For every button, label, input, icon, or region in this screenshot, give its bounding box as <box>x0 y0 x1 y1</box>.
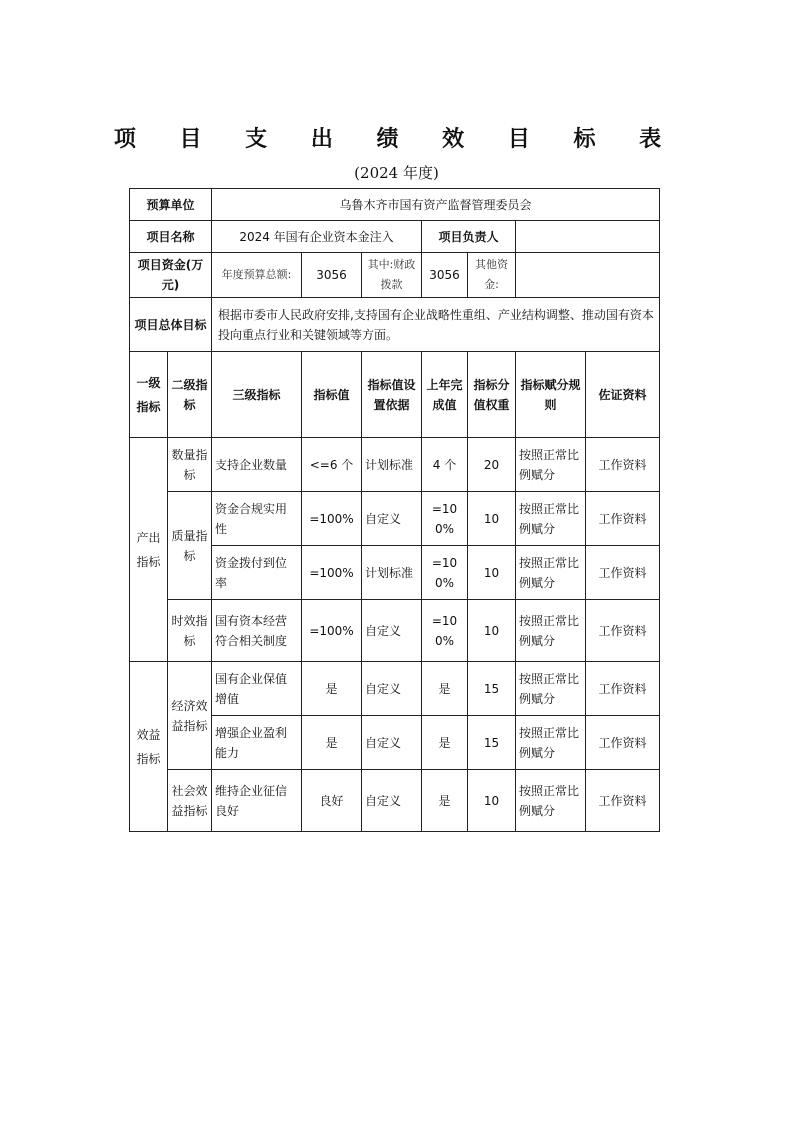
level2-cell: 经济效益指标 <box>168 662 212 770</box>
fiscal-label: 其中:财政拨款 <box>362 253 422 298</box>
weight-cell: 15 <box>468 662 516 716</box>
level3-cell: 国有资本经营符合相关制度 <box>212 600 302 662</box>
page-subtitle: (2024 年度) <box>354 164 439 182</box>
project-lead-value <box>516 221 660 253</box>
value-cell: =100% <box>302 546 362 600</box>
page-title: 项 目 支 出 绩 效 目 标 表 <box>113 127 680 152</box>
basis-cell: 自定义 <box>362 492 422 546</box>
level2-cell: 时效指标 <box>168 600 212 662</box>
basis-cell: 计划标准 <box>362 438 422 492</box>
basis-cell: 自定义 <box>362 770 422 832</box>
annual-budget-label: 年度预算总额: <box>212 253 302 298</box>
evidence-cell: 工作资料 <box>586 438 660 492</box>
weight-cell: 10 <box>468 546 516 600</box>
evidence-cell: 工作资料 <box>586 716 660 770</box>
other-funds-value <box>516 253 660 298</box>
weight-cell: 10 <box>468 600 516 662</box>
rule-cell: 按照正常比例赋分 <box>516 662 586 716</box>
last-year-cell: 是 <box>422 716 468 770</box>
evidence-cell: 工作资料 <box>586 662 660 716</box>
table-row <box>130 438 660 492</box>
col-level3: 三级指标 <box>212 352 302 438</box>
evidence-cell: 工作资料 <box>586 770 660 832</box>
evidence-cell: 工作资料 <box>586 546 660 600</box>
table-row <box>130 770 660 832</box>
evidence-cell: 工作资料 <box>586 600 660 662</box>
project-name-label: 项目名称 <box>130 221 212 253</box>
level1-cell: 产出指标 <box>130 438 168 662</box>
project-lead-label: 项目负责人 <box>422 221 516 253</box>
weight-cell: 10 <box>468 492 516 546</box>
basis-cell: 自定义 <box>362 600 422 662</box>
rule-cell: 按照正常比例赋分 <box>516 600 586 662</box>
level3-cell: 资金合规实用性 <box>212 492 302 546</box>
project-name-value: 2024 年国有企业资本金注入 <box>212 221 422 253</box>
basis-cell: 计划标准 <box>362 546 422 600</box>
col-rule: 指标赋分规则 <box>516 352 586 438</box>
basis-cell: 自定义 <box>362 716 422 770</box>
fiscal-value: 3056 <box>422 253 468 298</box>
weight-cell: 10 <box>468 770 516 832</box>
value-cell: =100% <box>302 492 362 546</box>
rule-cell: 按照正常比例赋分 <box>516 546 586 600</box>
col-last-year: 上年完成值 <box>422 352 468 438</box>
col-level1: 一级指标 <box>130 352 168 438</box>
level3-cell: 增强企业盈利能力 <box>212 716 302 770</box>
goal-label: 项目总体目标 <box>130 298 212 352</box>
weight-cell: 20 <box>468 438 516 492</box>
col-value: 指标值 <box>302 352 362 438</box>
evidence-cell: 工作资料 <box>586 492 660 546</box>
table-row <box>130 662 660 716</box>
col-weight: 指标分值权重 <box>468 352 516 438</box>
last-year-cell: =100% <box>422 492 468 546</box>
last-year-cell: 是 <box>422 662 468 716</box>
level2-cell: 质量指标 <box>168 492 212 600</box>
col-evidence: 佐证资料 <box>586 352 660 438</box>
weight-cell: 15 <box>468 716 516 770</box>
annual-budget-value: 3056 <box>302 253 362 298</box>
table-row <box>130 492 660 546</box>
last-year-cell: =100% <box>422 546 468 600</box>
rule-cell: 按照正常比例赋分 <box>516 770 586 832</box>
value-cell: 良好 <box>302 770 362 832</box>
value-cell: 是 <box>302 716 362 770</box>
funds-label: 项目资金(万元) <box>130 253 212 298</box>
other-funds-label: 其他资金: <box>468 253 516 298</box>
value-cell: =100% <box>302 600 362 662</box>
value-cell: 是 <box>302 662 362 716</box>
budget-unit-value: 乌鲁木齐市国有资产监督管理委员会 <box>212 189 660 221</box>
rule-cell: 按照正常比例赋分 <box>516 716 586 770</box>
last-year-cell: =100% <box>422 600 468 662</box>
level3-cell: 国有企业保值增值 <box>212 662 302 716</box>
level2-cell: 社会效益指标 <box>168 770 212 832</box>
goal-value: 根据市委市人民政府安排,支持国有企业战略性重组、产业结构调整、推动国有资本投向重点行业和关键领域等方面。 <box>212 298 660 352</box>
basis-cell: 自定义 <box>362 662 422 716</box>
last-year-cell: 是 <box>422 770 468 832</box>
level1-cell: 效益指标 <box>130 662 168 832</box>
rule-cell: 按照正常比例赋分 <box>516 438 586 492</box>
col-basis: 指标值设置依据 <box>362 352 422 438</box>
level2-cell: 数量指标 <box>168 438 212 492</box>
rule-cell: 按照正常比例赋分 <box>516 492 586 546</box>
col-level2: 二级指标 <box>168 352 212 438</box>
value-cell: <=6 个 <box>302 438 362 492</box>
level3-cell: 维持企业征信良好 <box>212 770 302 832</box>
level3-cell: 资金拨付到位率 <box>212 546 302 600</box>
last-year-cell: 4 个 <box>422 438 468 492</box>
level3-cell: 支持企业数量 <box>212 438 302 492</box>
performance-table <box>129 188 660 832</box>
table-row <box>130 600 660 662</box>
budget-unit-label: 预算单位 <box>130 189 212 221</box>
